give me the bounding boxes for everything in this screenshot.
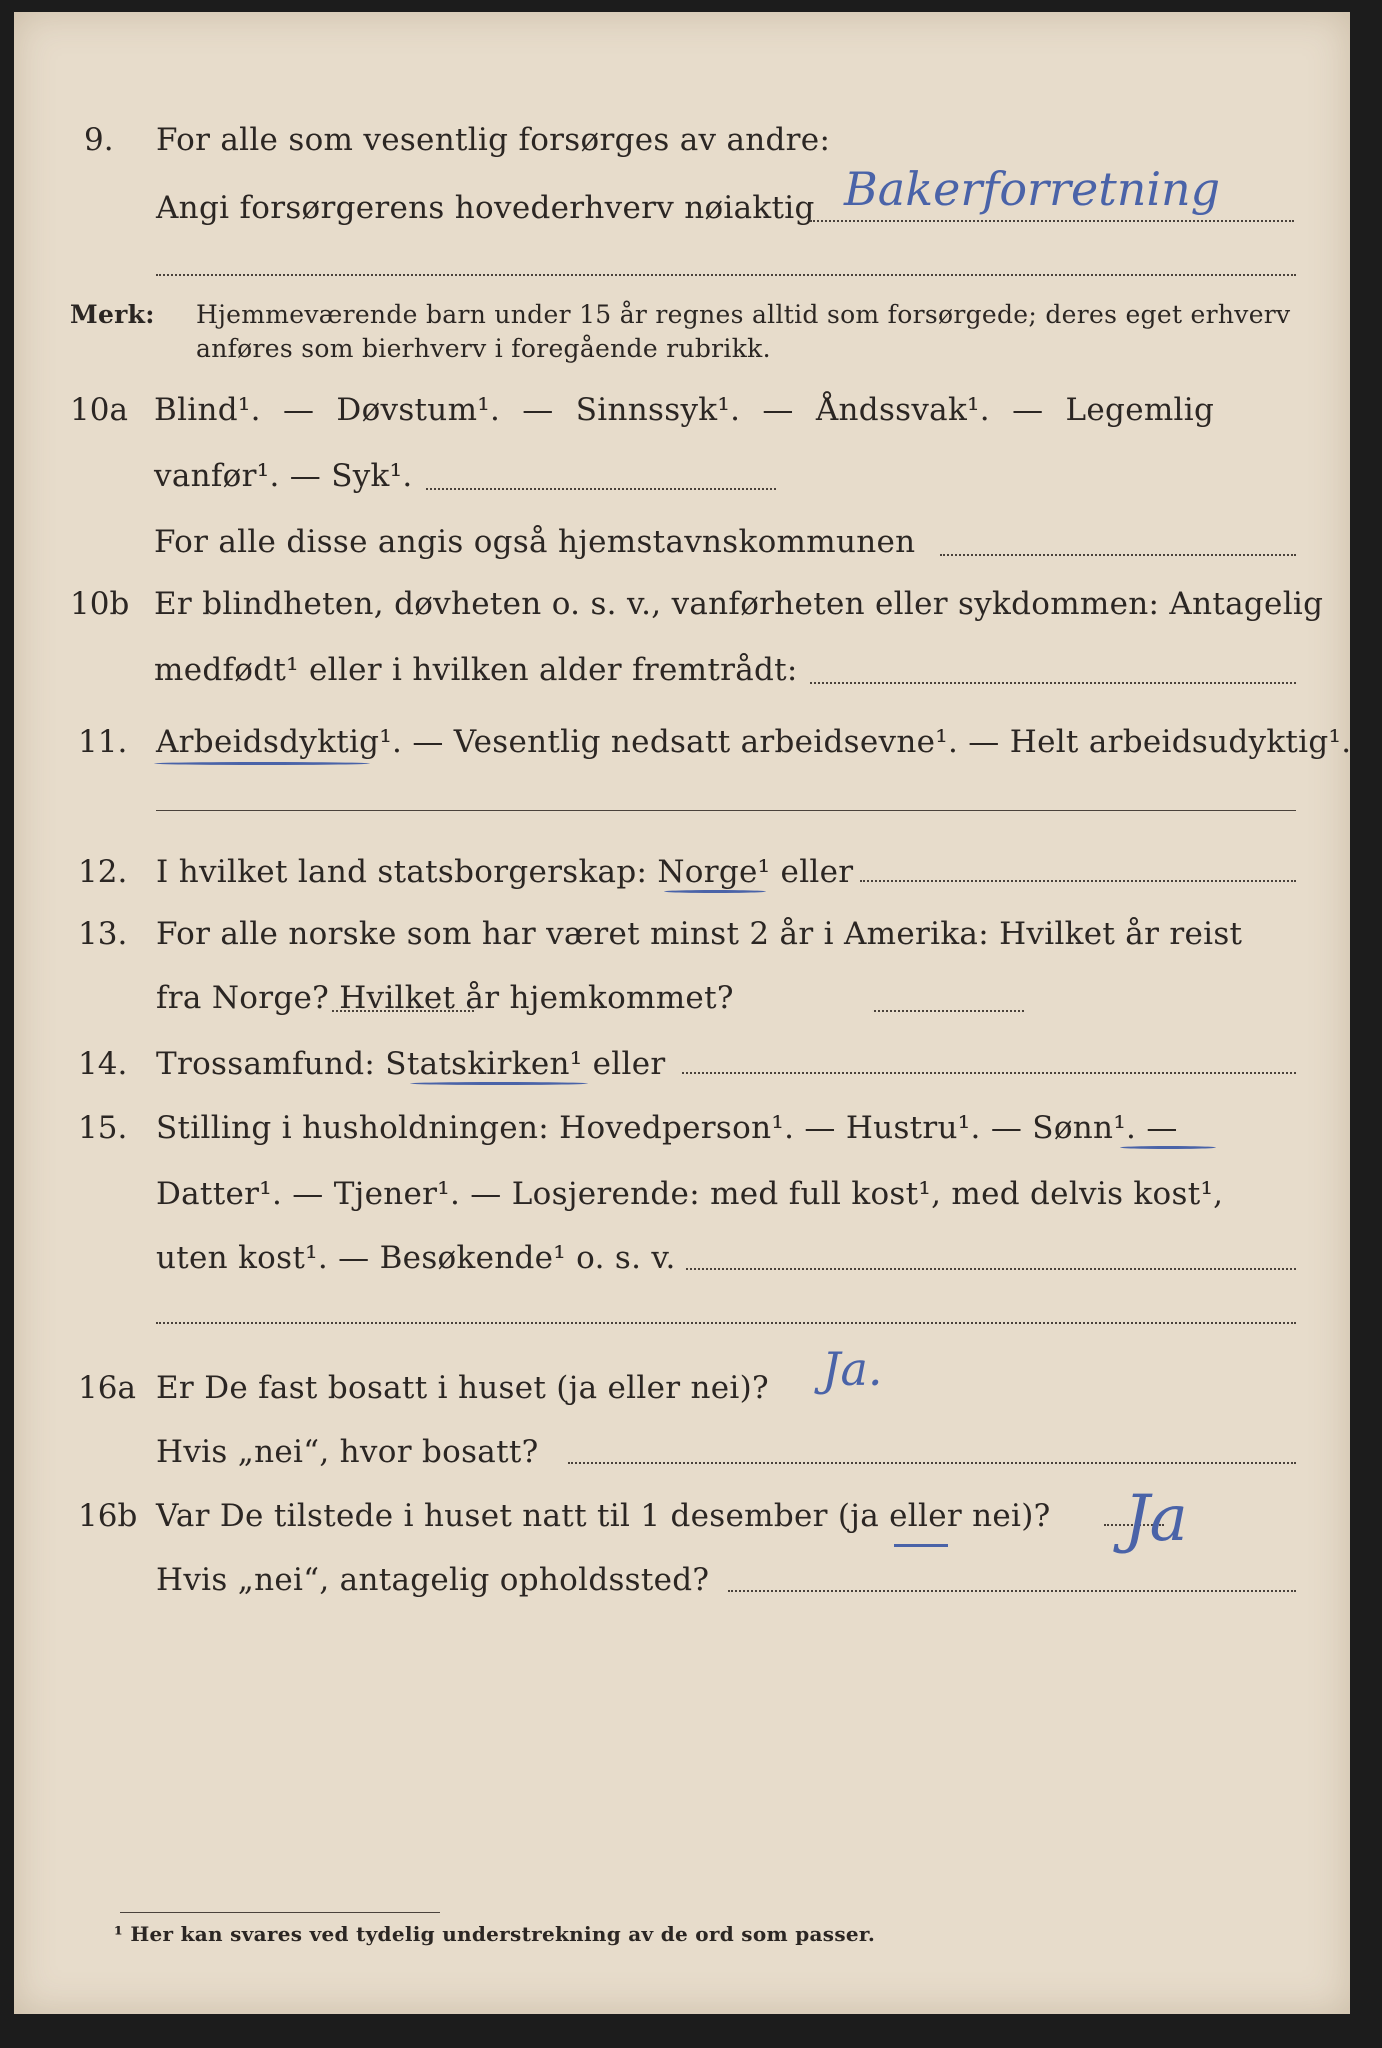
item-10b-answer-line xyxy=(810,682,1296,684)
item-15-answer-line xyxy=(686,1268,1296,1270)
item-13-line2: fra Norge? Hvilket år hjemkommet? xyxy=(156,980,734,1016)
item-number-12: 12. xyxy=(78,854,128,890)
item-16b-handwritten-answer: Ja xyxy=(1124,1482,1188,1556)
item-11-underline-mark xyxy=(154,762,370,765)
item-10b-line2: medfødt¹ eller i hvilken alder fremtrådt: xyxy=(154,652,798,688)
item-number-15: 15. xyxy=(78,1110,128,1146)
item-11-line1: Arbeidsdyktig¹. — Vesentlig nedsatt arbeidsevne¹. — Helt arbeidsudyktig¹. xyxy=(156,724,1352,760)
item-9-handwritten-answer: Bakerforretning xyxy=(844,162,1221,216)
item-number-14: 14. xyxy=(78,1046,128,1082)
item-14-answer-line xyxy=(682,1072,1296,1074)
note-line1: Hjemmeværende barn under 15 år regnes alltid som forsørgede; deres eget erhverv xyxy=(196,300,1291,329)
item-number-10b: 10b xyxy=(70,586,130,622)
item-16b-answer-line2 xyxy=(728,1590,1296,1592)
item-12-underline-mark xyxy=(664,890,766,893)
note-label: Merk: xyxy=(70,300,155,329)
item-16b-line1: Var De tilstede i huset natt til 1 desember (ja eller nei)? xyxy=(156,1498,1051,1534)
item-9-extra-line xyxy=(156,274,1296,276)
item-15-underline-mark xyxy=(1120,1146,1216,1149)
item-10a-answer-line1 xyxy=(426,488,776,490)
item-16a-line1: Er De fast bosatt i huset (ja eller nei)? xyxy=(156,1370,769,1406)
item-9-line1: For alle som vesentlig forsørges av andre: xyxy=(156,122,831,158)
item-11-extra-line xyxy=(156,810,1296,811)
item-16b-dash-mark xyxy=(894,1544,948,1547)
item-number-16b: 16b xyxy=(78,1498,138,1534)
note-line2: anføres som bierhverv i foregående rubrikk. xyxy=(196,334,771,363)
item-number-16a: 16a xyxy=(78,1370,136,1406)
item-number-11: 11. xyxy=(78,724,128,760)
item-12-line1: I hvilket land statsborgerskap: Norge¹ eller xyxy=(156,854,854,890)
item-13-answer-line2 xyxy=(874,1010,1024,1012)
item-13-line1: For alle norske som har været minst 2 år i Amerika: Hvilket år reist xyxy=(156,916,1243,952)
footnote-separator xyxy=(120,1912,440,1913)
item-16a-answer-line xyxy=(568,1462,1296,1464)
item-10a-line3: For alle disse angis også hjemstavnskommunen xyxy=(154,524,916,560)
item-16b-line2: Hvis „nei“, antagelig opholdssted? xyxy=(156,1562,710,1598)
item-10a-line2: vanfør¹. — Syk¹. xyxy=(154,458,413,494)
item-13-answer-line1 xyxy=(332,1010,474,1012)
item-12-answer-line xyxy=(860,880,1296,882)
item-15-line2: Datter¹. — Tjener¹. — Losjerende: med full kost¹, med delvis kost¹, xyxy=(156,1176,1224,1212)
item-9-line2: Angi forsørgerens hovederhverv nøiaktig xyxy=(156,190,815,226)
item-number-13: 13. xyxy=(78,916,128,952)
item-14-underline-mark xyxy=(410,1082,588,1085)
item-number-10a: 10a xyxy=(70,392,128,428)
footnote-text: ¹ Her kan svares ved tydelig understrekning av de ord som passer. xyxy=(114,1922,876,1946)
item-15-extra-line xyxy=(156,1322,1296,1324)
item-10a-line1: Blind¹. — Døvstum¹. — Sinnssyk¹. — Åndssvak¹. — Legemlig xyxy=(154,392,1215,428)
item-9-answer-line xyxy=(810,220,1294,222)
census-form-sheet xyxy=(14,12,1350,2014)
item-10a-answer-line2 xyxy=(940,554,1296,556)
item-15-line3: uten kost¹. — Besøkende¹ o. s. v. xyxy=(156,1240,676,1276)
item-16a-handwritten-answer: Ja. xyxy=(822,1342,883,1396)
item-16a-line2: Hvis „nei“, hvor bosatt? xyxy=(156,1434,539,1470)
item-14-line1: Trossamfund: Statskirken¹ eller xyxy=(156,1046,666,1082)
item-15-line1: Stilling i husholdningen: Hovedperson¹. — Hustru¹. — Sønn¹. — xyxy=(156,1110,1178,1146)
item-10b-line1: Er blindheten, døvheten o. s. v., vanførheten eller sykdommen: Antagelig xyxy=(154,586,1324,622)
item-number-9: 9. xyxy=(84,122,114,158)
